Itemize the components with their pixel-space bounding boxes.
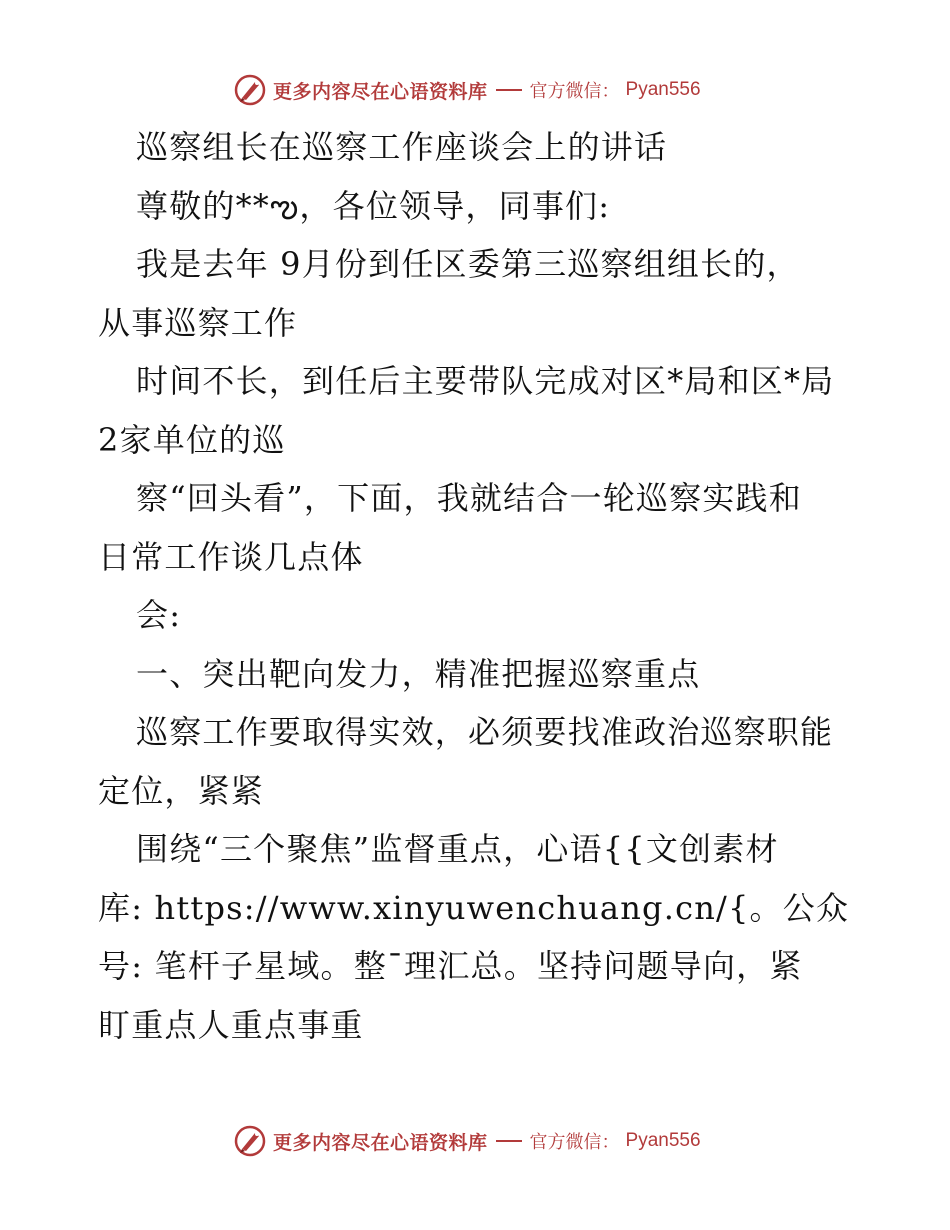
banner-wechat-id: Pyan556: [625, 79, 701, 100]
document-line: 察“回头看”，下面，我就结合一轮巡察实践和: [136, 479, 802, 517]
document-line: 围绕“三个聚焦”监督重点，心语{{文创素材: [136, 830, 779, 868]
document-line: 从事巡察工作: [98, 303, 298, 342]
banner-dash: [496, 89, 522, 91]
document-line: 会:: [136, 596, 182, 634]
document-line: 尊敬的**ఌ，各位领导，同事们:: [136, 186, 611, 225]
document-line: 巡察工作要取得实效，必须要找准政治巡察职能: [136, 713, 834, 751]
document-line: 2家单位的巡: [98, 420, 286, 459]
document-title: 巡察组长在巡察工作座谈会上的讲话: [136, 128, 668, 166]
document-line: 日常工作谈几点体: [98, 537, 364, 576]
document-line: 定位，紧紧: [98, 771, 265, 810]
document-line: 号: 笔杆子星域。整¯理汇总。坚持问题导向，紧: [98, 947, 803, 985]
footer-banner: [233, 1123, 701, 1159]
banner-official-label: 官方微信：: [529, 81, 620, 102]
document-line: 盯重点人重点事重: [98, 1005, 364, 1044]
pen-logo-icon: [233, 1124, 267, 1158]
document-line: 时间不长，到任后主要带队完成对区*局和区*局: [136, 362, 835, 400]
document-line: 库: https://www.xinyuwenchuang.cn/{。公众: [98, 888, 850, 927]
banner-brand-text: 更多内容尽在心语资料库: [273, 80, 488, 103]
banner-brand-text: 更多内容尽在心语资料库: [273, 1131, 488, 1154]
section-heading: 一、突出靶向发力，精准把握巡察重点: [136, 654, 701, 693]
banner-official-label: 官方微信：: [529, 1132, 620, 1153]
banner-wechat-id: Pyan556: [625, 1130, 701, 1151]
header-banner: [233, 72, 701, 108]
document-line: 我是去年 9月份到任区委第三巡察组组长的，: [136, 245, 800, 283]
document-body: [98, 118, 858, 1054]
banner-dash: [496, 1140, 522, 1142]
pen-logo-icon: [233, 73, 267, 107]
